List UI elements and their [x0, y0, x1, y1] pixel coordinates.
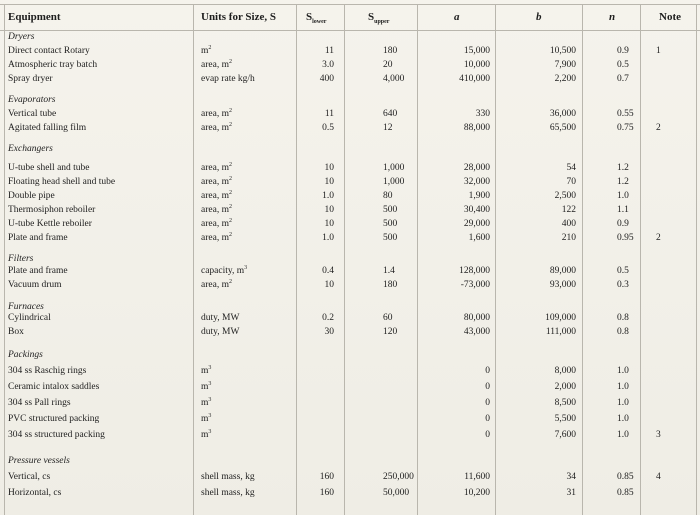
cell-units: area, $m^2$	[201, 217, 232, 229]
cell-units: capacity, $m^3$	[201, 264, 248, 276]
header-equipment: Equipment	[8, 11, 61, 23]
cell-slower: 11	[324, 46, 334, 56]
cell-label: Vertical tube	[8, 109, 57, 119]
cell-supper: 500	[383, 219, 398, 229]
cell-a: 28,000	[463, 163, 490, 173]
cell-supper: 180	[383, 280, 398, 290]
cell-slower: 400	[319, 74, 334, 84]
cell-slower: 10	[324, 177, 334, 187]
category-label: Exchangers	[8, 144, 53, 154]
cell-a: 43,000	[463, 327, 490, 337]
cell-supper: 1.4	[383, 266, 395, 276]
cell-b: 111,000	[545, 327, 576, 337]
cell-a: 30,400	[463, 205, 490, 215]
cell-label: Plate and frame	[8, 233, 68, 243]
cell-supper: 180	[383, 46, 398, 56]
cell-n: 0.95	[617, 233, 634, 243]
cell-slower: 10	[324, 205, 334, 215]
cell-n: 0.85	[617, 472, 634, 482]
cell-a: 0	[485, 382, 490, 392]
grid-line	[582, 4, 583, 515]
cell-supper: 4,000	[383, 74, 405, 84]
cell-n: 1.0	[617, 398, 629, 408]
grid-line	[193, 4, 194, 515]
cell-supper: 500	[383, 205, 398, 215]
cell-slower: 10	[324, 280, 334, 290]
cell-b: 7,600	[554, 430, 576, 440]
cell-slower: 10	[324, 219, 334, 229]
cell-label: Floating head shell and tube	[8, 177, 116, 187]
cell-b: 93,000	[549, 280, 576, 290]
cell-slower: 10	[324, 163, 334, 173]
cell-slower: 0.5	[322, 123, 334, 133]
grid-line	[640, 4, 641, 515]
cell-label: Double pipe	[8, 191, 55, 201]
cell-slower: 0.4	[322, 266, 334, 276]
cell-a: 330	[475, 109, 490, 119]
category-label: Packings	[8, 350, 43, 360]
cell-units: $m^3$	[201, 364, 212, 376]
cell-units: $m^2$	[201, 44, 212, 56]
cell-b: 31	[566, 488, 576, 498]
cell-a: 1,900	[468, 191, 490, 201]
cell-units: area, $m^2$	[201, 203, 232, 215]
cell-a: 128,000	[459, 266, 490, 276]
grid-line	[417, 4, 418, 515]
cell-slower: 30	[324, 327, 334, 337]
cell-a: -73,000	[460, 280, 490, 290]
cell-a: 10,000	[463, 60, 490, 70]
cell-note: 2	[656, 233, 661, 243]
cell-label: Spray dryer	[8, 74, 53, 84]
cell-units: area, $m^2$	[201, 107, 232, 119]
cell-b: 65,500	[549, 123, 576, 133]
cell-n: 0.55	[617, 109, 634, 119]
cell-b: 109,000	[545, 313, 576, 323]
cell-n: 0.5	[617, 266, 629, 276]
cell-n: 1.0	[617, 430, 629, 440]
cell-label: Plate and frame	[8, 266, 68, 276]
cell-label: PVC structured packing	[8, 414, 100, 424]
cell-b: 10,500	[549, 46, 576, 56]
cell-n: 1.1	[617, 205, 629, 215]
cell-b: 2,500	[554, 191, 576, 201]
cell-slower: 11	[324, 109, 334, 119]
cell-b: 400	[561, 219, 576, 229]
grid-line	[0, 4, 700, 5]
cell-n: 1.2	[617, 163, 629, 173]
cell-units: area, $m^2$	[201, 121, 232, 133]
header-supper: $S_{upper}$	[368, 11, 390, 26]
cell-b: 8,000	[554, 366, 576, 376]
cell-n: 1.0	[617, 366, 629, 376]
cell-units: $m^3$	[201, 428, 212, 440]
cell-b: 5,500	[554, 414, 576, 424]
cell-n: 0.7	[617, 74, 629, 84]
grid-line	[296, 4, 297, 515]
cell-b: 2,200	[554, 74, 576, 84]
cell-supper: 500	[383, 233, 398, 243]
header-note: Note	[659, 11, 681, 23]
cell-n: 1.2	[617, 177, 629, 187]
cell-units: area, $m^2$	[201, 175, 232, 187]
cell-label: U-tube shell and tube	[8, 163, 90, 173]
header-divider	[0, 30, 700, 31]
cell-b: 7,900	[554, 60, 576, 70]
cell-b: 2,000	[554, 382, 576, 392]
category-label: Evaporators	[8, 95, 56, 105]
cell-b: 89,000	[549, 266, 576, 276]
cell-slower: 1.0	[322, 233, 334, 243]
cell-supper: 20	[383, 60, 393, 70]
cell-units: evap rate kg/h	[201, 74, 255, 84]
cell-a: 15,000	[463, 46, 490, 56]
cell-a: 11,600	[464, 472, 490, 482]
cell-label: 304 ss Pall rings	[8, 398, 71, 408]
cell-units: area, $m^2$	[201, 231, 232, 243]
cell-label: Agitated falling film	[8, 123, 87, 133]
cell-slower: 1.0	[322, 191, 334, 201]
cell-label: 304 ss structured packing	[8, 430, 105, 440]
cell-a: 410,000	[459, 74, 490, 84]
cell-a: 0	[485, 414, 490, 424]
cell-b: 8,500	[554, 398, 576, 408]
cell-supper: 80	[383, 191, 393, 201]
cell-b: 210	[561, 233, 576, 243]
cell-units: duty, MW	[201, 313, 240, 323]
cell-a: 10,200	[463, 488, 490, 498]
cell-n: 0.8	[617, 327, 629, 337]
header-units: Units for Size, S	[201, 11, 276, 23]
header-slower: $S_{lower}$	[306, 11, 327, 26]
header-n: n	[609, 11, 616, 23]
cell-note: 1	[656, 46, 661, 56]
cell-units: duty, MW	[201, 327, 240, 337]
grid-line	[344, 4, 345, 515]
cell-note: 3	[656, 430, 661, 440]
cell-label: Horizontal, cs	[8, 488, 62, 498]
cell-supper: 250,000	[383, 472, 414, 482]
cell-a: 0	[485, 366, 490, 376]
cell-label: Atmospheric tray batch	[8, 60, 98, 70]
cell-label: 304 ss Raschig rings	[8, 366, 87, 376]
cell-units: shell mass, kg	[201, 472, 255, 482]
cell-b: 36,000	[549, 109, 576, 119]
cell-a: 0	[485, 430, 490, 440]
category-label: Filters	[8, 254, 34, 264]
cell-b: 70	[566, 177, 576, 187]
cell-slower: 160	[319, 472, 334, 482]
cell-units: area, $m^2$	[201, 189, 232, 201]
cell-units: $m^3$	[201, 380, 212, 392]
cell-label: Box	[8, 327, 24, 337]
cell-label: Thermosiphon reboiler	[8, 205, 96, 215]
cell-units: $m^3$	[201, 412, 212, 424]
cell-slower: 0.2	[322, 313, 334, 323]
cell-supper: 120	[383, 327, 398, 337]
cell-n: 0.3	[617, 280, 629, 290]
cell-label: Ceramic intalox saddles	[8, 382, 100, 392]
cell-supper: 640	[383, 109, 398, 119]
cell-a: 80,000	[463, 313, 490, 323]
grid-line	[696, 4, 697, 515]
cell-n: 0.9	[617, 219, 629, 229]
cell-note: 4	[656, 472, 661, 482]
cell-slower: 160	[319, 488, 334, 498]
header-b: b	[536, 11, 542, 23]
cell-slower: 3.0	[322, 60, 334, 70]
cell-supper: 50,000	[383, 488, 410, 498]
cell-n: 0.75	[617, 123, 634, 133]
cell-label: Vacuum drum	[8, 280, 62, 290]
cell-n: 1.0	[617, 191, 629, 201]
cell-supper: 60	[383, 313, 393, 323]
cell-a: 0	[485, 398, 490, 408]
cell-b: 34	[566, 472, 576, 482]
cell-a: 29,000	[463, 219, 490, 229]
cell-label: Cylindrical	[8, 313, 51, 323]
cell-label: U-tube Kettle reboiler	[8, 219, 92, 229]
grid-line	[4, 4, 5, 515]
cell-b: 122	[561, 205, 576, 215]
cell-units: area, $m^2$	[201, 58, 232, 70]
cell-n: 1.0	[617, 382, 629, 392]
cell-n: 1.0	[617, 414, 629, 424]
cell-b: 54	[566, 163, 576, 173]
category-label: Furnaces	[8, 302, 44, 312]
cell-supper: 12	[383, 123, 393, 133]
cell-label: Direct contact Rotary	[8, 46, 90, 56]
cell-n: 0.85	[617, 488, 634, 498]
category-label: Dryers	[8, 32, 35, 42]
cell-a: 88,000	[463, 123, 490, 133]
cell-n: 0.5	[617, 60, 629, 70]
cell-supper: 1,000	[383, 177, 405, 187]
cell-note: 2	[656, 123, 661, 133]
cell-a: 32,000	[463, 177, 490, 187]
cell-n: 0.8	[617, 313, 629, 323]
cell-supper: 1,000	[383, 163, 405, 173]
cell-units: area, $m^2$	[201, 161, 232, 173]
header-a: a	[454, 11, 460, 23]
cell-units: $m^3$	[201, 396, 212, 408]
grid-line	[495, 4, 496, 515]
cell-label: Vertical, cs	[8, 472, 51, 482]
cell-n: 0.9	[617, 46, 629, 56]
cell-units: shell mass, kg	[201, 488, 255, 498]
cell-units: area, $m^2$	[201, 278, 232, 290]
cell-a: 1,600	[468, 233, 490, 243]
category-label: Pressure vessels	[8, 456, 70, 466]
